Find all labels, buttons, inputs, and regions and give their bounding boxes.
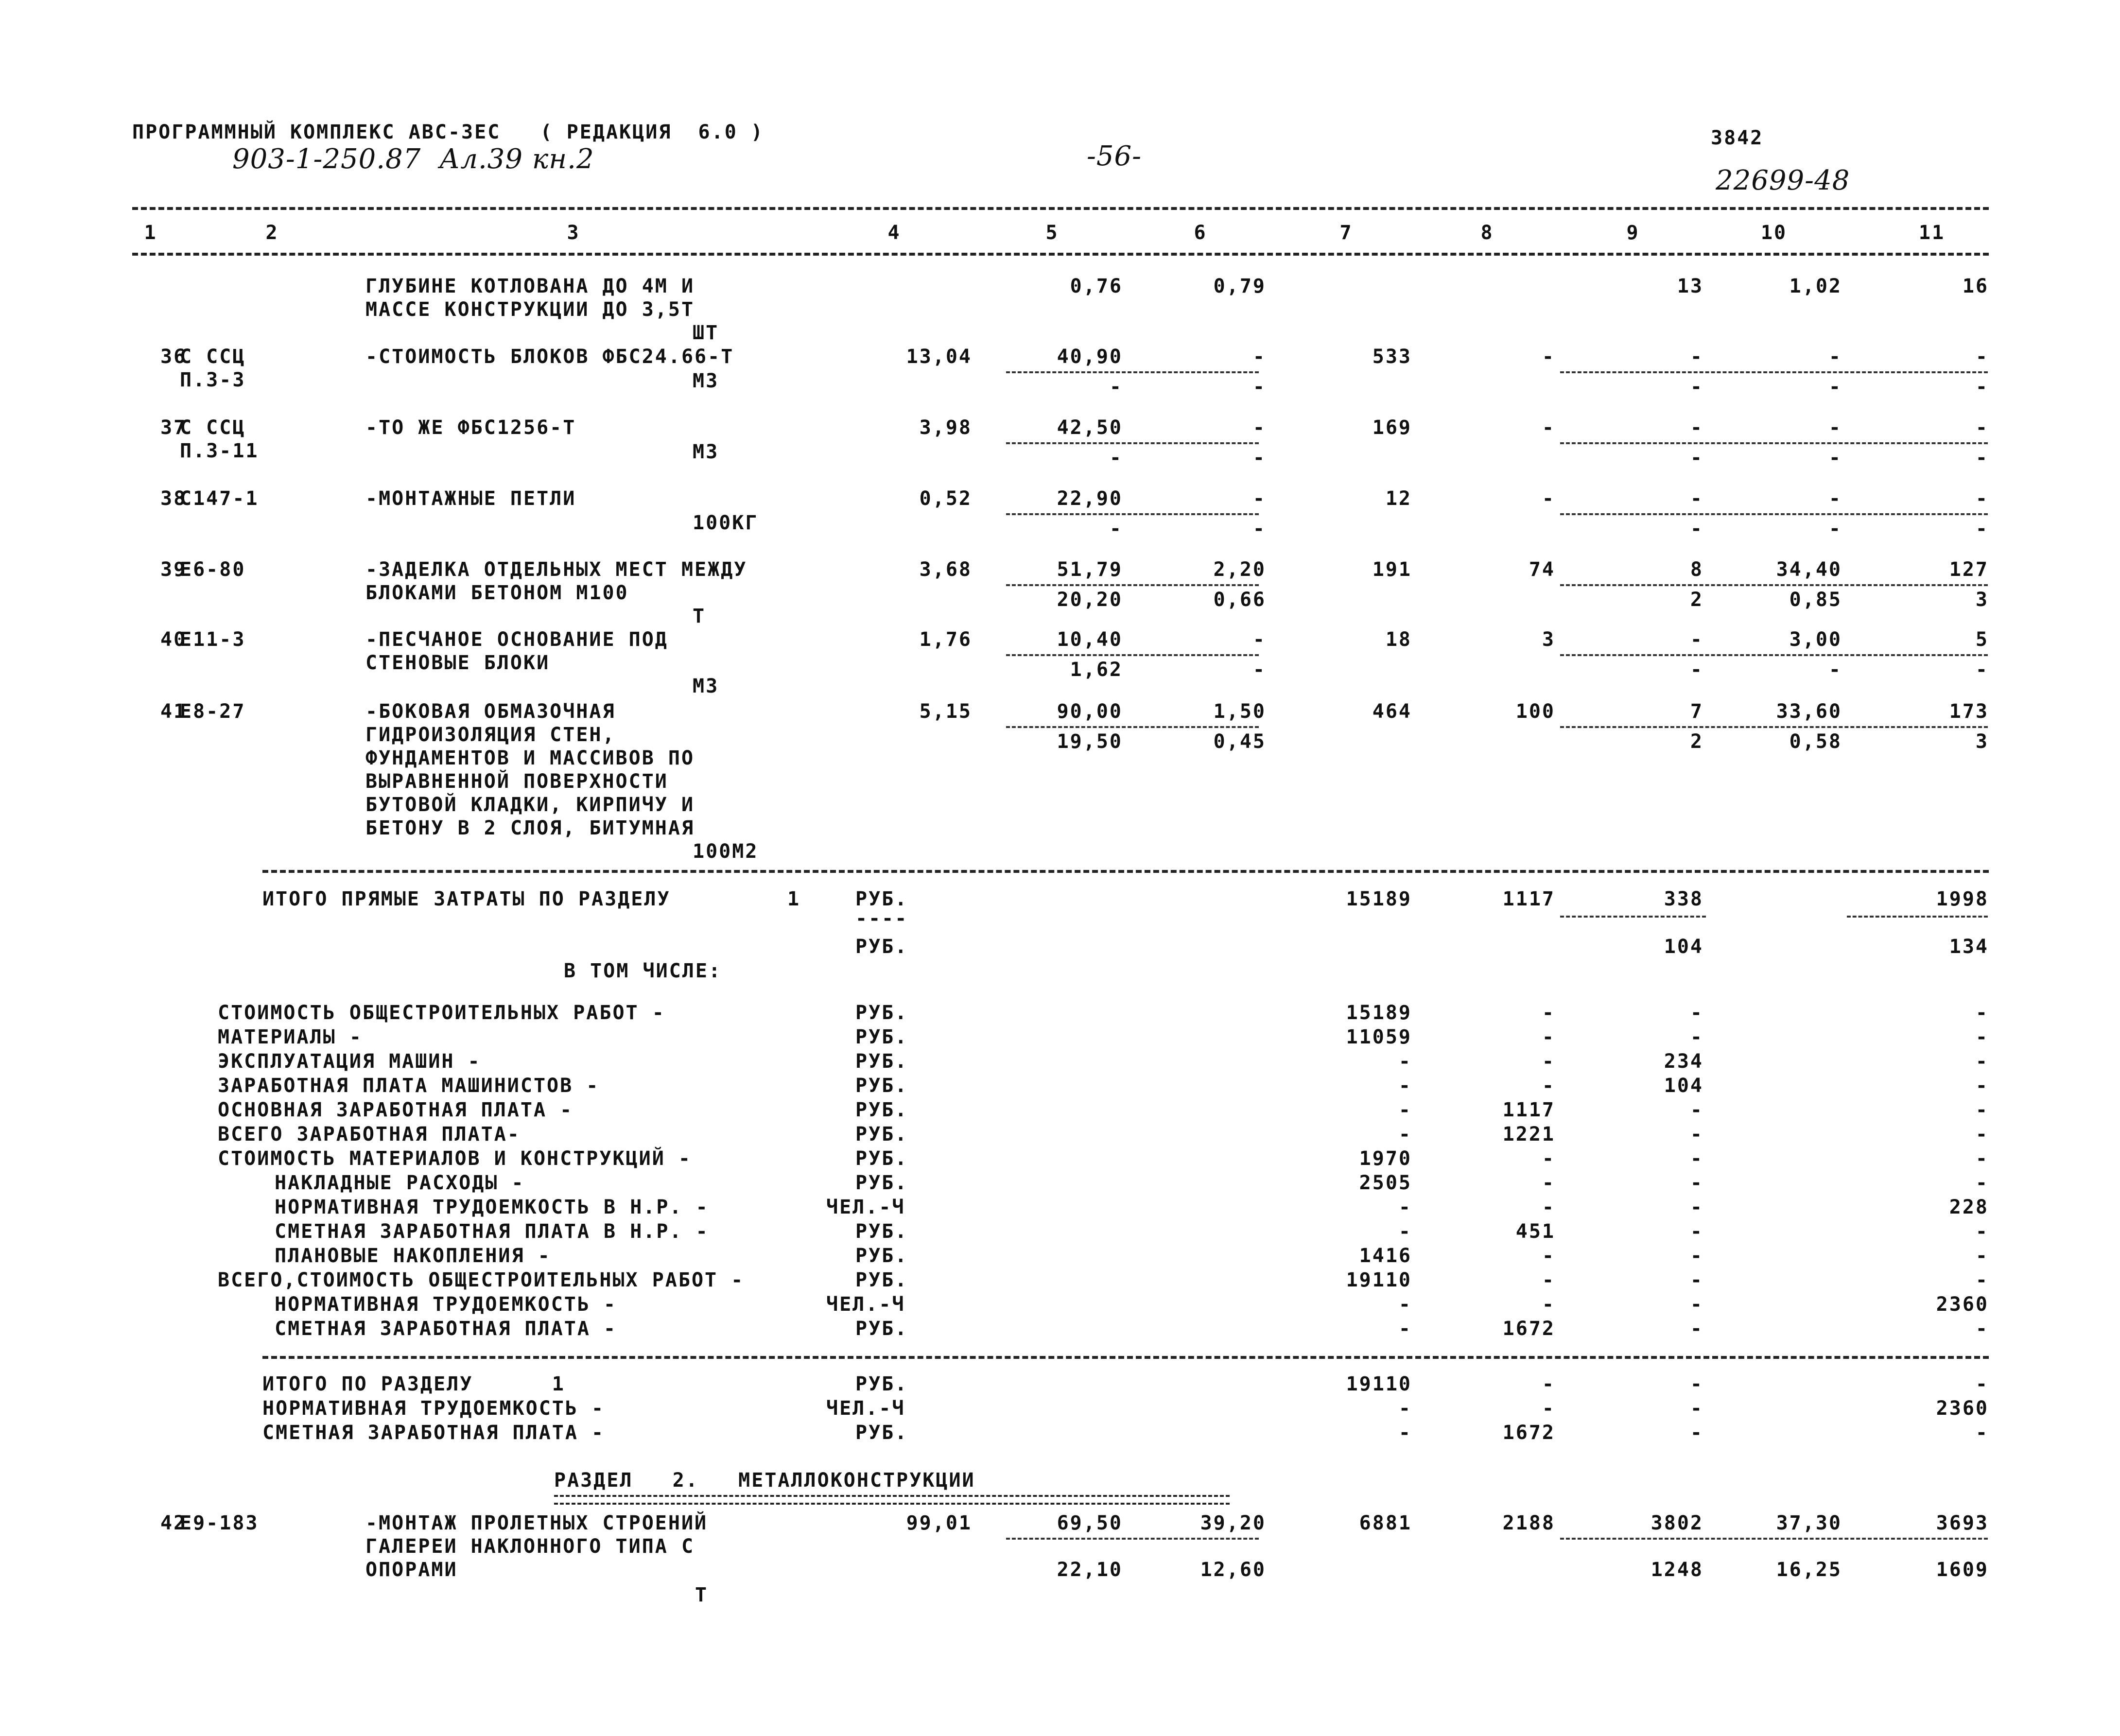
sub-rule	[1006, 1538, 1259, 1540]
table-top-rule	[132, 207, 1989, 210]
breakdown-c8: 1117	[1502, 1099, 1555, 1121]
section-total-c11: 1998	[1936, 888, 1989, 910]
column-header-11: 11	[1918, 222, 1946, 244]
section-total-c8: 1117	[1502, 888, 1555, 910]
cell-c6: 1,50	[1213, 700, 1266, 723]
cell-c10: 34,40	[1776, 558, 1842, 581]
row-unit: Т	[693, 605, 706, 627]
breakdown-c7: 15189	[1346, 1002, 1412, 1024]
breakdown-c7: 11059	[1346, 1026, 1412, 1048]
breakdown-label: ВСЕГО,СТОИМОСТЬ ОБЩЕСТРОИТЕЛЬНЫХ РАБОТ -	[218, 1269, 745, 1291]
breakdown-unit: РУБ.	[855, 1026, 908, 1048]
breakdown-c11: 2360	[1936, 1293, 1989, 1316]
breakdown-c9: -	[1690, 1196, 1703, 1218]
breakdown-c11: -	[1975, 1172, 1989, 1194]
cell-c11: 127	[1949, 558, 1989, 581]
cell-c6b: 12,60	[1200, 1559, 1266, 1581]
breakdown-c7: -	[1398, 1050, 1412, 1073]
cell-c11: 173	[1949, 700, 1989, 723]
row-name: -СТОИМОСТЬ БЛОКОВ ФБС24.66-Т	[365, 346, 734, 368]
table-header-rule	[132, 253, 1989, 256]
breakdown-label: СМЕТНАЯ ЗАРАБОТНАЯ ПЛАТА В Н.Р. -	[275, 1220, 709, 1243]
row-number: 36	[160, 346, 187, 368]
section-total-unit2: РУБ.	[855, 936, 908, 958]
breakdown-c9: -	[1690, 1026, 1703, 1048]
cell-c11: -	[1975, 346, 1989, 368]
cell-c5: 51,79	[1057, 558, 1123, 581]
cell-c5b: 22,10	[1057, 1559, 1123, 1581]
section-total-c11b: 134	[1949, 936, 1989, 958]
cell-c10: -	[1828, 346, 1842, 368]
cell-c9b: 2	[1690, 730, 1703, 753]
breakdown-unit: ЧЕЛ.-Ч	[826, 1196, 905, 1218]
breakdown-c7: -	[1398, 1196, 1412, 1218]
cell-c9b: 1248	[1651, 1559, 1703, 1581]
cell-c11b: -	[1975, 518, 1989, 540]
cell-c7: 533	[1372, 346, 1412, 368]
sub-rule	[1560, 916, 1706, 918]
cell-c11b: 1609	[1936, 1559, 1989, 1581]
cell-c6: 0,79	[1213, 275, 1266, 297]
row-code-line2: П.3-3	[180, 369, 246, 391]
cell-c9: -	[1690, 628, 1703, 651]
row-number: 41	[160, 700, 187, 723]
breakdown-unit: РУБ.	[855, 1220, 908, 1243]
cell-c6: -	[1252, 346, 1266, 368]
cell-c10: -	[1828, 487, 1842, 510]
cell-c6: -	[1252, 417, 1266, 439]
breakdown-c9: 104	[1664, 1075, 1703, 1097]
cell-c9: -	[1690, 346, 1703, 368]
cell-c11: -	[1975, 487, 1989, 510]
cell-c9b: 2	[1690, 589, 1703, 611]
breakdown-unit: РУБ.	[855, 1099, 908, 1121]
cell-c9: -	[1690, 417, 1703, 439]
page-number: -56-	[1087, 140, 1142, 172]
row-unit: 100КГ	[693, 512, 759, 534]
breakdown-c11: -	[1975, 1123, 1989, 1146]
row-name: ГЛУБИНЕ КОТЛОВАНА ДО 4М И МАССЕ КОНСТРУКЦИИ ДО 3,5Т	[365, 275, 695, 321]
including-label: В ТОМ ЧИСЛЕ:	[564, 960, 722, 982]
cell-c9b: -	[1690, 518, 1703, 540]
row-name: -ЗАДЕЛКА ОТДЕЛЬНЫХ МЕСТ МЕЖДУ БЛОКАМИ БЕТОНОМ М100	[365, 558, 747, 604]
cell-c11: 5	[1975, 628, 1989, 651]
breakdown-c11: -	[1975, 1318, 1989, 1340]
breakdown-c11: -	[1975, 1099, 1989, 1121]
section-total-unit: РУБ.	[855, 888, 908, 910]
cell-c5: 42,50	[1057, 417, 1123, 439]
column-header-5: 5	[1045, 222, 1059, 244]
column-header-8: 8	[1480, 222, 1494, 244]
row-name: -ПЕСЧАНОЕ ОСНОВАНИЕ ПОД СТЕНОВЫЕ БЛОКИ	[365, 628, 668, 674]
cell-c9: 8	[1690, 558, 1703, 581]
cell-c8: -	[1542, 487, 1555, 510]
cell-c7: 18	[1385, 628, 1412, 651]
cell-c8: -	[1542, 346, 1555, 368]
row-unit: М3	[693, 675, 719, 697]
breakdown-c11: -	[1975, 1269, 1989, 1291]
cell-c5b: -	[1109, 518, 1123, 540]
breakdown-c7: -	[1398, 1075, 1412, 1097]
section2-double-rule	[554, 1495, 1230, 1505]
breakdown-c9: 234	[1664, 1050, 1703, 1073]
breakdown-unit: РУБ.	[855, 1123, 908, 1146]
breakdown-c7: -	[1398, 1123, 1412, 1146]
cell-c11b: -	[1975, 447, 1989, 469]
cell-c10: 3,00	[1789, 628, 1842, 651]
breakdown-c7: -	[1398, 1099, 1412, 1121]
summary-c11: 2360	[1936, 1397, 1989, 1420]
cell-c5: 90,00	[1057, 700, 1123, 723]
section-total-c7: 15189	[1346, 888, 1412, 910]
row-code-line2: П.3-11	[180, 440, 259, 462]
row-number: 40	[160, 628, 187, 651]
section-total-dashes: ----	[855, 907, 908, 930]
breakdown-unit: РУБ.	[855, 1147, 908, 1170]
row-unit: М3	[693, 441, 719, 463]
sub-rule	[1006, 442, 1259, 444]
breakdown-c7: -	[1398, 1293, 1412, 1316]
cell-c6b: 0,66	[1213, 589, 1266, 611]
cell-c10b: 16,25	[1776, 1559, 1842, 1581]
cell-c7: 12	[1385, 487, 1412, 510]
breakdown-c8: -	[1542, 1002, 1555, 1024]
cell-c11b: -	[1975, 376, 1989, 398]
row-name: -МОНТАЖНЫЕ ПЕТЛИ	[365, 487, 576, 510]
summary-label: СМЕТНАЯ ЗАРАБОТНАЯ ПЛАТА -	[262, 1422, 605, 1444]
cell-c10: -	[1828, 417, 1842, 439]
breakdown-c8: -	[1542, 1026, 1555, 1048]
cell-c10: 1,02	[1789, 275, 1842, 297]
sub-rule	[1006, 584, 1259, 586]
breakdown-unit: РУБ.	[855, 1318, 908, 1340]
cell-c6b: -	[1252, 518, 1266, 540]
cell-c4: 0,52	[919, 487, 972, 510]
breakdown-label: ОСНОВНАЯ ЗАРАБОТНАЯ ПЛАТА -	[218, 1099, 573, 1121]
breakdown-c11: -	[1975, 1002, 1989, 1024]
cell-c10b: -	[1828, 376, 1842, 398]
breakdown-c8: -	[1542, 1075, 1555, 1097]
breakdown-c8: -	[1542, 1293, 1555, 1316]
cell-c4: 1,76	[919, 628, 972, 651]
breakdown-c8: -	[1542, 1269, 1555, 1291]
breakdown-c7: 2505	[1359, 1172, 1412, 1194]
row-name: -БОКОВАЯ ОБМАЗОЧНАЯ ГИДРОИЗОЛЯЦИЯ СТЕН, ФУНДАМЕНТОВ И МАССИВОВ ПО ВЫРАВНЕННОЙ ПОВЕРХНОСТИ БУТОВОЙ КЛАДКИ, КИРПИЧУ И БЕТОНУ В 2 СЛОЯ, БИТУМНАЯ	[365, 700, 695, 839]
summary-unit: ЧЕЛ.-Ч	[826, 1397, 905, 1420]
summary-unit: РУБ.	[855, 1422, 908, 1444]
row-number: 38	[160, 487, 187, 510]
breakdown-label: ЗАРАБОТНАЯ ПЛАТА МАШИНИСТОВ -	[218, 1075, 600, 1097]
breakdown-c9: -	[1690, 1269, 1703, 1291]
cell-c10b: 0,58	[1789, 730, 1842, 753]
document-code: 903-1-250.87 Ал.39 кн.2	[232, 143, 594, 175]
cell-c11: 16	[1962, 275, 1989, 297]
sheet-number: 3842	[1711, 127, 1764, 149]
cell-c5b: 1,62	[1070, 659, 1123, 681]
row-unit: Т	[695, 1584, 709, 1606]
sub-rule	[1560, 442, 1988, 444]
sub-rule	[1847, 916, 1988, 918]
column-header-3: 3	[567, 222, 580, 244]
cell-c8: 74	[1529, 558, 1555, 581]
breakdown-c11: -	[1975, 1026, 1989, 1048]
column-header-4: 4	[887, 222, 901, 244]
row-code: С ССЦ	[180, 417, 246, 439]
breakdown-unit: РУБ.	[855, 1245, 908, 1267]
cell-c9: -	[1690, 487, 1703, 510]
breakdown-c9: -	[1690, 1002, 1703, 1024]
cell-c5: 69,50	[1057, 1512, 1123, 1534]
sub-rule	[1560, 371, 1988, 373]
breakdown-c8: -	[1542, 1172, 1555, 1194]
cell-c5b: 19,50	[1057, 730, 1123, 753]
summary-c8: -	[1542, 1373, 1555, 1395]
cell-c5b: -	[1109, 376, 1123, 398]
row-code: Е8-27	[180, 700, 246, 723]
breakdown-c11: -	[1975, 1147, 1989, 1170]
summary-unit: РУБ.	[855, 1373, 908, 1395]
row-name: -ТО ЖЕ ФБС1256-Т	[365, 417, 576, 439]
cell-c9: 13	[1677, 275, 1703, 297]
row-code: Е11-3	[180, 628, 246, 651]
breakdown-c9: -	[1690, 1147, 1703, 1170]
cell-c4: 99,01	[906, 1512, 972, 1534]
sub-rule	[1560, 654, 1988, 656]
cell-c5b: -	[1109, 447, 1123, 469]
row-code: С ССЦ	[180, 346, 246, 368]
breakdown-c7: 1970	[1359, 1147, 1412, 1170]
breakdown-c9: -	[1690, 1123, 1703, 1146]
breakdown-label: СМЕТНАЯ ЗАРАБОТНАЯ ПЛАТА -	[275, 1318, 617, 1340]
breakdown-label: ЭКСПЛУАТАЦИЯ МАШИН -	[218, 1050, 481, 1073]
summary-c11: -	[1975, 1422, 1989, 1444]
breakdown-unit: РУБ.	[855, 1172, 908, 1194]
summary-c7: -	[1398, 1397, 1412, 1420]
breakdown-c8: -	[1542, 1147, 1555, 1170]
breakdown-c8: -	[1542, 1050, 1555, 1073]
breakdown-c7: 19110	[1346, 1269, 1412, 1291]
breakdown-c9: -	[1690, 1318, 1703, 1340]
cell-c6: 2,20	[1213, 558, 1266, 581]
summary-label: ИТОГО ПО РАЗДЕЛУ 1	[262, 1373, 565, 1395]
program-title: ПРОГРАММНЫЙ КОМПЛЕКС АВС-3ЕС ( РЕДАКЦИЯ 6.0 )	[132, 121, 764, 143]
row-number: 39	[160, 558, 187, 581]
breakdown-label: СТОИМОСТЬ ОБЩЕСТРОИТЕЛЬНЫХ РАБОТ -	[218, 1002, 665, 1024]
breakdown-label: ВСЕГО ЗАРАБОТНАЯ ПЛАТА-	[218, 1123, 521, 1146]
breakdown-c9: -	[1690, 1220, 1703, 1243]
cell-c11: 3693	[1936, 1512, 1989, 1534]
breakdown-c11: 228	[1949, 1196, 1989, 1218]
row-name: -МОНТАЖ ПРОЛЕТНЫХ СТРОЕНИЙ ГАЛЕРЕИ НАКЛОННОГО ТИПА С ОПОРАМИ	[365, 1512, 708, 1581]
row-code: С147-1	[180, 487, 259, 510]
cell-c6: -	[1252, 487, 1266, 510]
summary-label: НОРМАТИВНАЯ ТРУДОЕМКОСТЬ -	[262, 1397, 605, 1420]
section-rule	[262, 870, 1989, 873]
cell-c7: 169	[1372, 417, 1412, 439]
cell-c10: 33,60	[1776, 700, 1842, 723]
breakdown-label: СТОИМОСТЬ МАТЕРИАЛОВ И КОНСТРУКЦИЙ -	[218, 1147, 692, 1170]
breakdown-c8: -	[1542, 1196, 1555, 1218]
row-code: Е9-183	[180, 1512, 259, 1534]
cell-c6b: 0,45	[1213, 730, 1266, 753]
cell-c11b: 3	[1975, 730, 1989, 753]
cell-c6b: -	[1252, 447, 1266, 469]
cell-c5: 0,76	[1070, 275, 1123, 297]
cell-c8: -	[1542, 417, 1555, 439]
column-header-1: 1	[144, 222, 157, 244]
cell-c10b: -	[1828, 447, 1842, 469]
sub-rule	[1560, 1538, 1988, 1540]
sub-rule	[1006, 726, 1259, 728]
breakdown-unit: ЧЕЛ.-Ч	[826, 1293, 905, 1316]
cell-c4: 3,68	[919, 558, 972, 581]
row-code: Е6-80	[180, 558, 246, 581]
cell-c7: 6881	[1359, 1512, 1412, 1534]
sub-rule	[1560, 584, 1988, 586]
cell-c9b: -	[1690, 376, 1703, 398]
section2-title: РАЗДЕЛ 2. МЕТАЛЛОКОНСТРУКЦИИ	[554, 1469, 975, 1492]
summary-c8: -	[1542, 1397, 1555, 1420]
breakdown-c11: -	[1975, 1075, 1989, 1097]
column-header-6: 6	[1194, 222, 1207, 244]
section-total-label: ИТОГО ПРЯМЫЕ ЗАТРАТЫ ПО РАЗДЕЛУ	[262, 888, 671, 910]
section-total-number: 1	[787, 888, 801, 910]
row-unit: 100М2	[693, 840, 759, 863]
cell-c5b: 20,20	[1057, 589, 1123, 611]
summary-c8: 1672	[1502, 1422, 1555, 1444]
cell-c4: 13,04	[906, 346, 972, 368]
cell-c6: -	[1252, 628, 1266, 651]
cell-c6b: -	[1252, 376, 1266, 398]
breakdown-c9: -	[1690, 1172, 1703, 1194]
cell-c6b: -	[1252, 659, 1266, 681]
row-unit: ШТ	[693, 322, 719, 344]
breakdown-unit: РУБ.	[855, 1269, 908, 1291]
cell-c11b: -	[1975, 659, 1989, 681]
section-rule	[262, 1356, 1989, 1359]
breakdown-c7: -	[1398, 1318, 1412, 1340]
breakdown-c9: -	[1690, 1293, 1703, 1316]
breakdown-unit: РУБ.	[855, 1075, 908, 1097]
sub-rule	[1560, 513, 1988, 515]
column-header-10: 10	[1760, 222, 1788, 244]
sub-rule	[1560, 726, 1988, 728]
breakdown-unit: РУБ.	[855, 1050, 908, 1073]
breakdown-c11: -	[1975, 1245, 1989, 1267]
breakdown-c11: -	[1975, 1050, 1989, 1073]
breakdown-c7: -	[1398, 1220, 1412, 1243]
summary-c11: -	[1975, 1373, 1989, 1395]
section-total-c9: 338	[1664, 888, 1703, 910]
sub-rule	[1006, 513, 1259, 515]
inventory-number: 22699-48	[1716, 165, 1850, 196]
cell-c9b: -	[1690, 659, 1703, 681]
summary-c9: -	[1690, 1397, 1703, 1420]
cell-c11b: 3	[1975, 589, 1989, 611]
breakdown-label: НОРМАТИВНАЯ ТРУДОЕМКОСТЬ В Н.Р. -	[275, 1196, 709, 1218]
breakdown-c11: -	[1975, 1220, 1989, 1243]
breakdown-c8: 1672	[1502, 1318, 1555, 1340]
breakdown-label: НОРМАТИВНАЯ ТРУДОЕМКОСТЬ -	[275, 1293, 617, 1316]
cell-c8: 2188	[1502, 1512, 1555, 1534]
cell-c11: -	[1975, 417, 1989, 439]
breakdown-c9: -	[1690, 1099, 1703, 1121]
row-unit: М3	[693, 370, 719, 392]
cell-c4: 5,15	[919, 700, 972, 723]
summary-c7: -	[1398, 1422, 1412, 1444]
breakdown-c8: 1221	[1502, 1123, 1555, 1146]
row-number: 37	[160, 417, 187, 439]
breakdown-c8: -	[1542, 1245, 1555, 1267]
cell-c8: 100	[1515, 700, 1555, 723]
cell-c10: 37,30	[1776, 1512, 1842, 1534]
section-total-c9b: 104	[1664, 936, 1703, 958]
breakdown-label: НАКЛАДНЫЕ РАСХОДЫ -	[275, 1172, 525, 1194]
breakdown-c8: 451	[1515, 1220, 1555, 1243]
sub-rule	[1006, 371, 1259, 373]
cell-c7: 191	[1372, 558, 1412, 581]
sub-rule	[1006, 654, 1259, 656]
summary-c9: -	[1690, 1373, 1703, 1395]
column-header-9: 9	[1626, 222, 1640, 244]
summary-c7: 19110	[1346, 1373, 1412, 1395]
column-header-2: 2	[265, 222, 279, 244]
cell-c10b: 0,85	[1789, 589, 1842, 611]
breakdown-c7: 1416	[1359, 1245, 1412, 1267]
cell-c9b: -	[1690, 447, 1703, 469]
breakdown-unit: РУБ.	[855, 1002, 908, 1024]
cell-c5: 40,90	[1057, 346, 1123, 368]
cell-c9: 3802	[1651, 1512, 1703, 1534]
cell-c5: 10,40	[1057, 628, 1123, 651]
row-number: 42	[160, 1512, 187, 1534]
cell-c7: 464	[1372, 700, 1412, 723]
breakdown-c9: -	[1690, 1245, 1703, 1267]
breakdown-label: МАТЕРИАЛЫ -	[218, 1026, 363, 1048]
cell-c10b: -	[1828, 659, 1842, 681]
cell-c8: 3	[1542, 628, 1555, 651]
summary-c9: -	[1690, 1422, 1703, 1444]
cell-c4: 3,98	[919, 417, 972, 439]
column-header-7: 7	[1339, 222, 1353, 244]
cell-c5: 22,90	[1057, 487, 1123, 510]
cell-c9: 7	[1690, 700, 1703, 723]
breakdown-label: ПЛАНОВЫЕ НАКОПЛЕНИЯ -	[275, 1245, 551, 1267]
cell-c10b: -	[1828, 518, 1842, 540]
cell-c6: 39,20	[1200, 1512, 1266, 1534]
